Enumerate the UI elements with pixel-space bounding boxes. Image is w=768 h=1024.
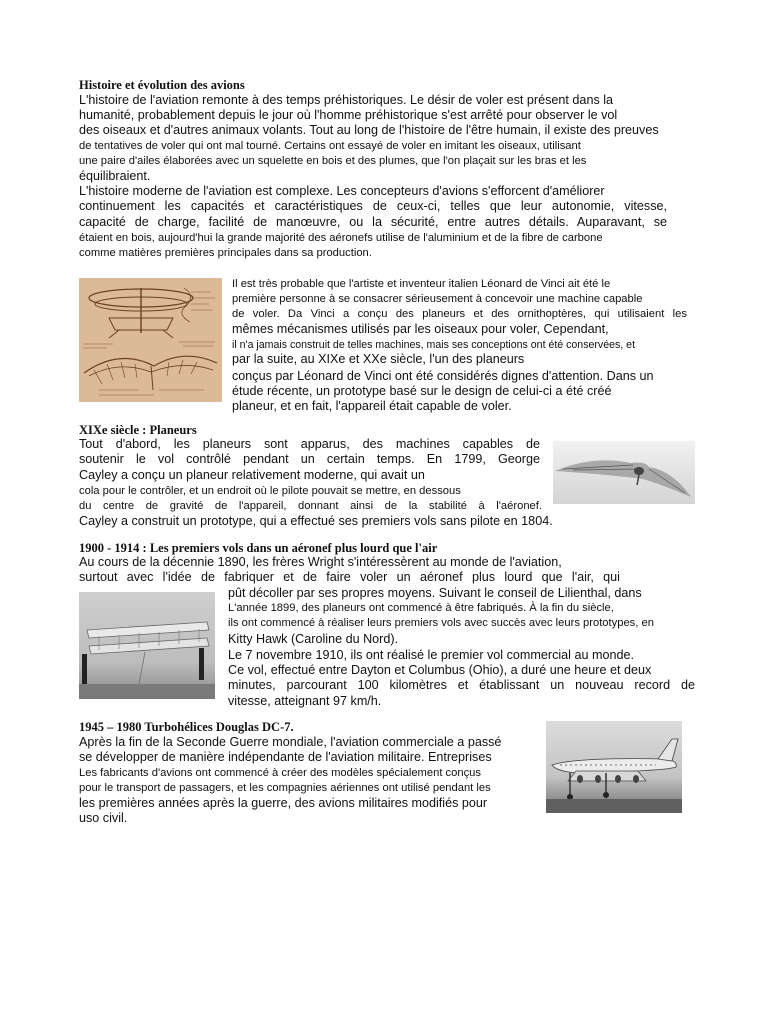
text-line: soutenir le vol contrôlé pendant un certain temps. En 1799, George bbox=[79, 452, 540, 466]
text-line: première personne à se consacrer sérieusement à concevoir une machine capable bbox=[232, 293, 643, 305]
text-line: il n'a jamais construit de telles machines, mais ses conceptions ont été conservées, et bbox=[232, 339, 636, 351]
text-line: L'histoire moderne de l'aviation est complexe. Les concepteurs d'avions s'efforcent d'améliorer bbox=[79, 184, 605, 198]
text-line: planeur, et en fait, l'appareil était capable de voler. bbox=[232, 399, 512, 413]
douglas-dc7-photo bbox=[546, 721, 682, 813]
text-line: se développer de manière indépendante de l'aviation militaire. Entreprises bbox=[79, 750, 492, 764]
wright-glider-photo bbox=[79, 592, 215, 699]
text-line: Cayley a construit un prototype, qui a effectué ses premiers vols sans pilote en 1804. bbox=[79, 514, 553, 528]
text-line: capacité de charge, facilité de manœuvre, ou la sécurité, entre autres détails. Auparavant, se bbox=[79, 215, 667, 229]
text-line: étude récente, un prototype basé sur le design de celui-ci a été créé bbox=[232, 384, 612, 398]
text-line: de tentatives de voler qui ont mal tourné. Certains ont essayé de voler en imitant les oiseaux, utilisant bbox=[79, 140, 581, 152]
section-heading-gliders: XIXe siècle : Planeurs bbox=[79, 423, 197, 437]
text-line: humanité, probablement depuis le jour où l'homme préhistorique s'est arrêté pour observer le vol bbox=[79, 108, 618, 122]
text-line: vitesse, atteignant 97 km/h. bbox=[228, 694, 382, 708]
text-line: Ce vol, effectué entre Dayton et Columbus (Ohio), a duré une heure et deux bbox=[228, 663, 652, 677]
section-heading-first-flights: 1900 - 1914 : Les premiers vols dans un aéronef plus lourd que l'air bbox=[79, 541, 438, 555]
section-heading-turboprops: 1945 – 1980 Turbohélices Douglas DC-7. bbox=[79, 720, 294, 734]
text-line: du centre de gravité de l'appareil, donnant ainsi de la stabilité à l'aéronef. bbox=[79, 500, 542, 512]
text-line: Les fabricants d'avions ont commencé à créer des modèles spécialement conçus bbox=[79, 767, 481, 779]
text-line: continuement les capacités et caractéristiques de ceux-ci, telles que leur autonomie, vitesse, bbox=[79, 199, 667, 213]
da-vinci-sketch-image bbox=[79, 278, 222, 402]
text-line: L'histoire de l'aviation remonte à des temps préhistoriques. Le désir de voler est présent dans la bbox=[79, 93, 614, 107]
text-line: pût décoller par ses propres moyens. Suivant le conseil de Lilienthal, dans bbox=[228, 586, 642, 600]
text-line: de voler. Da Vinci a conçu des planeurs et des ornithoptères, qui utilisaient les bbox=[232, 308, 687, 320]
text-line: L'année 1899, des planeurs ont commencé à être fabriqués. À la fin du siècle, bbox=[228, 602, 614, 614]
text-line: uso civil. bbox=[79, 811, 128, 825]
text-line: comme matières premières principales dans sa production. bbox=[79, 247, 372, 259]
text-line: Cayley a conçu un planeur relativement moderne, qui avait un bbox=[79, 468, 425, 482]
text-line: pour le transport de passagers, et les compagnies aériennes ont utilisé pendant les bbox=[79, 782, 491, 794]
text-line: Kitty Hawk (Caroline du Nord). bbox=[228, 632, 399, 646]
text-line: mêmes mécanismes utilisés par les oiseaux pour voler, Cependant, bbox=[232, 322, 609, 336]
text-line: Après la fin de la Seconde Guerre mondiale, l'aviation commerciale a passé bbox=[79, 735, 502, 749]
text-line: une paire d'ailes élaborées avec un squelette en bois et des plumes, que l'on plaçait sur les bras et les bbox=[79, 155, 587, 167]
text-line: ils ont commencé à réaliser leurs premiers vols avec succès avec leurs prototypes, en bbox=[228, 617, 654, 629]
text-line: Tout d'abord, les planeurs sont apparus, des machines capables de bbox=[79, 437, 540, 451]
text-line: par la suite, au XIXe et XXe siècle, l'un des planeurs bbox=[232, 352, 525, 366]
text-line: Il est très probable que l'artiste et inventeur italien Léonard de Vinci ait été le bbox=[232, 278, 611, 290]
text-line: surtout avec l'idée de fabriquer et de faire voler un aéronef plus lourd que l'air, qui bbox=[79, 570, 620, 584]
text-line: étaient en bois, aujourd'hui la grande majorité des aéronefs utilise de l'aluminium et de la fibre de carbone bbox=[79, 232, 603, 244]
glider-photo bbox=[553, 441, 695, 504]
text-line: les premières années après la guerre, des avions militaires modifiés pour bbox=[79, 796, 488, 810]
text-line: des oiseaux et d'autres animaux volants. Tout au long de l'histoire de l'être humain, il existe des preuves bbox=[79, 123, 659, 137]
section-heading-history: Histoire et évolution des avions bbox=[79, 78, 245, 92]
text-line: Au cours de la décennie 1890, les frères Wright s'intéressèrent au monde de l'aviation, bbox=[79, 555, 562, 569]
text-line: conçus par Léonard de Vinci ont été considérés dignes d'attention. Dans un bbox=[232, 369, 654, 383]
text-line: équilibraient. bbox=[79, 169, 151, 183]
text-line: minutes, parcourant 100 kilomètres et établissant un nouveau record de bbox=[228, 678, 695, 692]
text-line: cola pour le contrôler, et un endroit où le pilote pouvait se mettre, en dessous bbox=[79, 485, 461, 497]
text-line: Le 7 novembre 1910, ils ont réalisé le premier vol commercial au monde. bbox=[228, 648, 634, 662]
